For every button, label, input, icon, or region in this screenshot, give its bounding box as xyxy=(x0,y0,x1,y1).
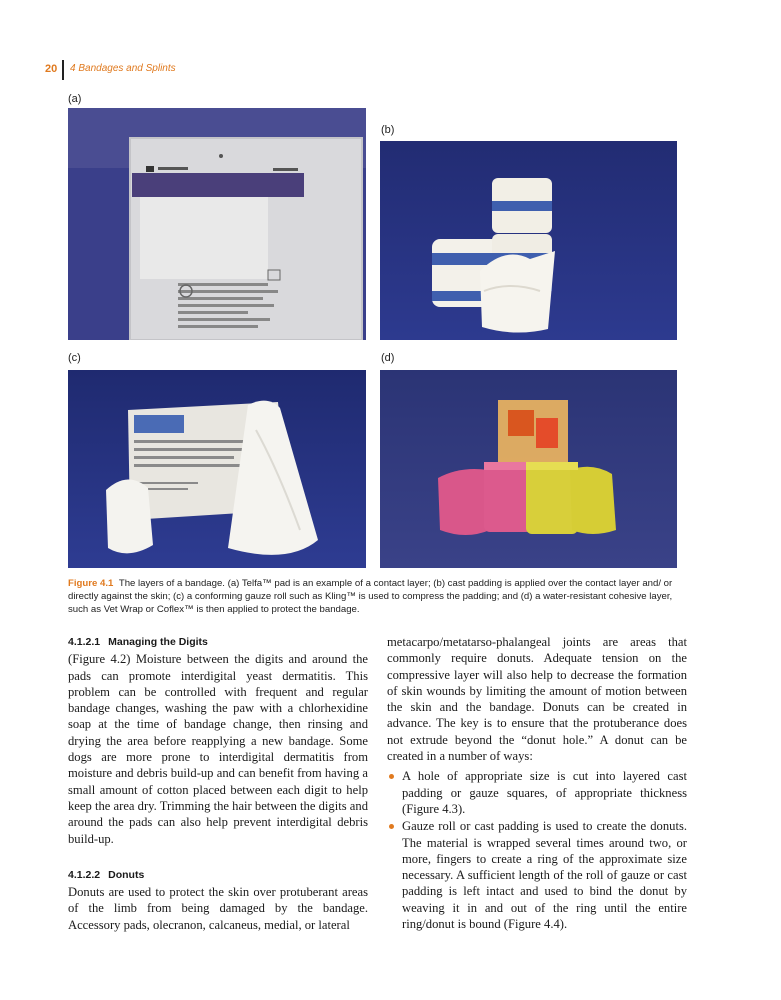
digits-paragraph: (Figure 4.2) Moisture between the digits and around the pads can promote interdigital yeast dermatitis. This problem can be controlled with frequent and regular bandage changes, washing the paw with a chlorhexidine soap at the time of bandage change, then rinsing and drying the area before reapplying a new bandage. Some dogs are more prone to interdigital dermatitis from moisture and debris build-up and can benefit from having a small amount of cotton placed between each digit to help keep the area dry. Trimming the hair between the digits and around the pads can also help prevent interdigital debris build-up. xyxy=(68,652,368,846)
cohesive-wrap-rolls-photo xyxy=(380,370,677,568)
figure-label: Figure 4.1 xyxy=(68,578,114,589)
section-number: 4.1.2.1 xyxy=(68,636,101,648)
donuts-paragraph-left: Donuts are used to protect the skin over protuberant areas of the limb from being damaged by the bandage. Accessory pads, olecranon, calcaneus, medial, or lateral xyxy=(68,885,368,932)
panel-label-a: (a) xyxy=(68,93,82,105)
section-heading-donuts xyxy=(68,867,368,883)
conforming-gauze-stretch-photo xyxy=(68,370,366,568)
panel-label-c: (c) xyxy=(68,352,81,364)
telfa-pad-package-photo xyxy=(68,108,366,340)
right-column xyxy=(387,634,687,933)
cast-padding-rolls-photo xyxy=(380,141,677,340)
panel-label-d: (d) xyxy=(381,352,395,364)
panel-label-b: (b) xyxy=(381,124,395,136)
section-heading-digits xyxy=(68,634,368,650)
list-item xyxy=(387,818,687,932)
section-title: Managing the Digits xyxy=(108,636,208,648)
donut-methods-list xyxy=(387,768,687,932)
donuts-paragraph-right: metacarpo/metatarso-phalangeal joints are areas that commonly require donuts. Adequate tension on the compressive layer will also help to decrease the formation of skin wounds by limiting the amount of motion between the skin and the bandage. Donuts can be created in advance. The key is to ensure that the protuberance does not extrude beyond the “donut hole.” A donut can be created in a number of ways: xyxy=(387,635,687,764)
list-item-text: Gauze roll or cast padding is used to create the donuts. The material is wrapped several times around two, or more, fingers to create a ring of the approximate size necessary. A sufficient length of the roll of gauze or cast padding is left intact and used to bind the donut by weaving it in and out of the ring until the entire ring/donut is bound (Figure 4.4). xyxy=(402,819,687,932)
figure-caption xyxy=(68,577,686,616)
running-head: 4 Bandages and Splints xyxy=(70,63,176,74)
figure-caption-text: The layers of a bandage. (a) Telfa™ pad is an example of a contact layer; (b) cast padding is applied over the contact layer and/ or directly against the skin; (c) a conforming gauze roll such as Kling™ is used to compress the padding; and (d) a water-resistant cohesive layer, such as Vet Wrap or Coflex™ is then applied to protect the bandage. xyxy=(68,578,673,615)
bullet-dot-icon xyxy=(389,824,394,829)
bullet-dot-icon xyxy=(389,774,394,779)
list-item-text: A hole of appropriate size is cut into layered cast padding or gauze squares, of appropriate thickness (Figure 4.3). xyxy=(402,769,687,816)
list-item xyxy=(387,768,687,817)
page-number: 20 xyxy=(45,63,58,75)
left-column xyxy=(68,634,368,933)
section-title: Donuts xyxy=(108,868,145,881)
section-number: 4.1.2.2 xyxy=(68,868,101,881)
header-divider xyxy=(62,60,64,80)
